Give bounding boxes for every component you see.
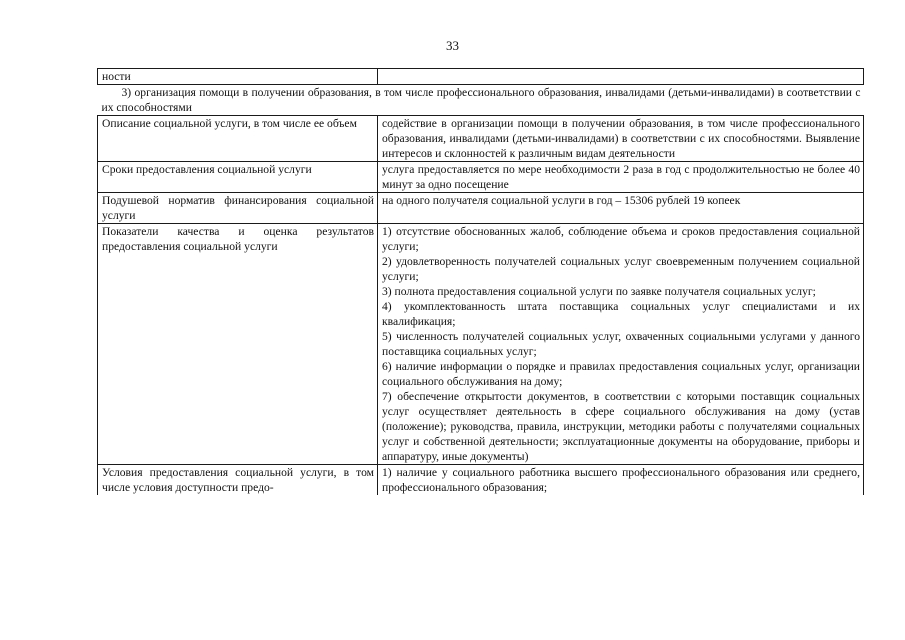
table-row xyxy=(98,193,864,224)
table-row xyxy=(98,116,864,162)
continuation-empty-cell xyxy=(378,69,864,85)
list-item: 5) численность получателей социальных услуг, охваченных социальными услугами у данного поставщика социальных услуг; xyxy=(382,330,860,358)
list-item: 7) обеспечение открытости документов, в соответствии с которыми поставщик социальных услуг осуществляет деятельность в сфере социального обслуживания на дому (устав (положение); руководства, правила, инструкции, методики работы с получателями социальных услуг и собственной деятельности; эксплуатационные документы на оборудование, приборы и аппаратуру, иные документы) xyxy=(382,390,860,463)
list-item: 2) удовлетворенность получателей социальных услуг своевременным получением социальной услуги; xyxy=(382,255,860,283)
services-table xyxy=(97,68,864,495)
page-number: 33 xyxy=(446,38,459,53)
funding-value: на одного получателя социальной услуги в год – 15306 рублей 19 копеек xyxy=(378,193,864,224)
terms-label: Сроки предоставления социальной услуги xyxy=(98,162,378,193)
list-item: 4) укомплектованность штата поставщика социальных услуг специалистами и их квалификация; xyxy=(382,300,860,328)
table-row xyxy=(98,224,864,465)
table-row xyxy=(98,69,864,85)
table-row xyxy=(98,465,864,496)
list-item: 3) полнота предоставления социальной услуги по заявке получателя социальных услуг; xyxy=(382,285,816,298)
list-item: 1) отсутствие обоснованных жалоб, соблюдение объема и сроков предоставления социальной услуги; xyxy=(382,225,860,253)
quality-items xyxy=(378,224,864,465)
description-label: Описание социальной услуги, в том числе ее объем xyxy=(98,116,378,162)
continuation-cell: ности xyxy=(98,69,378,85)
quality-label: Показатели качества и оценка результатов предоставления социальной услуги xyxy=(98,224,378,465)
description-value: содействие в организации помощи в получении образования, в том числе профессионального образования, инвалидами (детьми-инвалидами) в соответствии с их способностями. Выявление интересов и склонностей к различным видам деятельности xyxy=(378,116,864,162)
funding-label: Подушевой норматив финансирования социальной услуги xyxy=(98,193,378,224)
terms-value: услуга предоставляется по мере необходимости 2 раза в год с продолжительностью не более 40 минут за одно посещение xyxy=(378,162,864,193)
section-heading: 3) организация помощи в получении образования, в том числе профессионального образования, инвалидами (детьми-инвалидами) в соответствии с их способностями xyxy=(98,85,864,116)
table-row xyxy=(98,162,864,193)
list-item: 6) наличие информации о порядке и правилах предоставления социальных услуг, организации социального обслуживания на дому; xyxy=(382,360,860,388)
section-heading-row xyxy=(98,85,864,116)
conditions-label: Условия предоставления социальной услуги, в том числе условия доступности предо- xyxy=(98,465,378,496)
conditions-value: 1) наличие у социального работника высшего профессионального образования или среднего, профессионального образования; xyxy=(378,465,864,496)
